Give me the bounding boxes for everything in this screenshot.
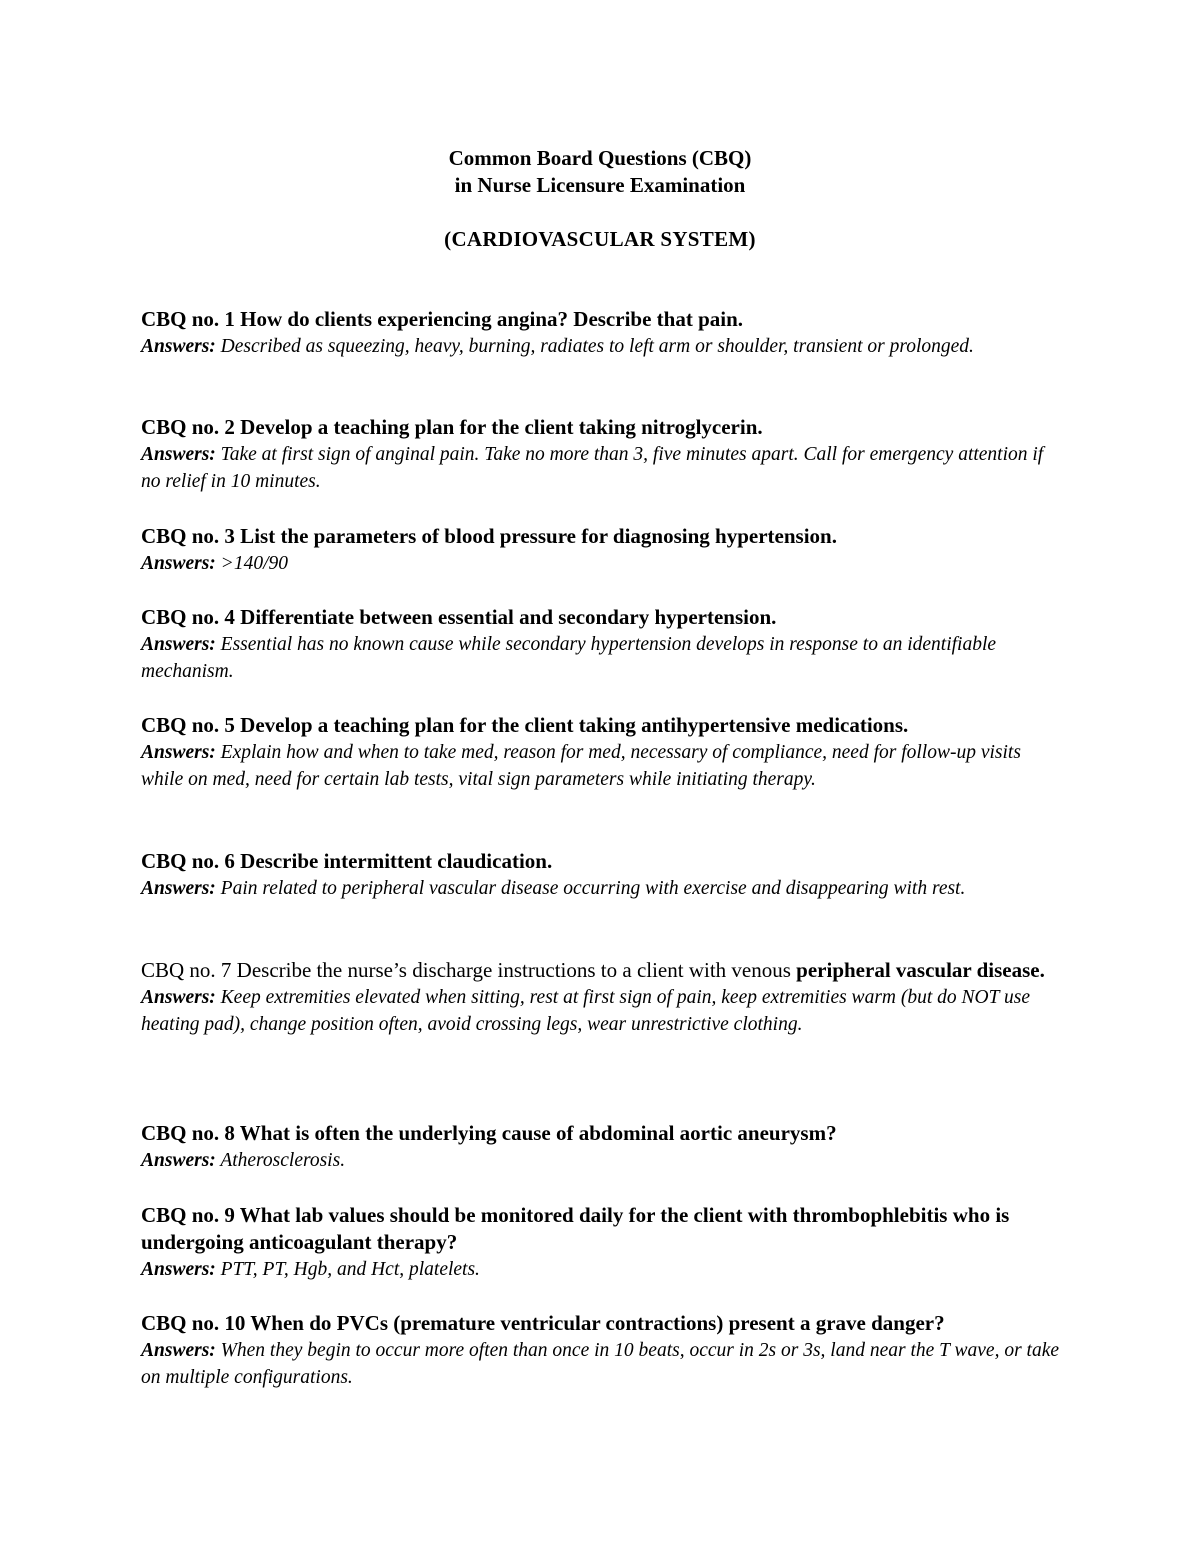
title-line-1: Common Board Questions (CBQ) (448, 146, 752, 170)
qa-item-2 (141, 414, 1061, 495)
answer-text: Pain related to peripheral vascular disease occurring with exercise and disappearing with rest. (220, 878, 966, 899)
answer-text: Essential has no known cause while secondary hypertension develops in response to an identifiable mechanism. (141, 634, 997, 682)
question-10: CBQ no. 10 When do PVCs (premature ventricular contractions) present a grave danger? (141, 1311, 945, 1335)
question-5: CBQ no. 5 Develop a teaching plan for the client taking antihypertensive medications. (141, 713, 909, 737)
question-6: CBQ no. 6 Describe intermittent claudication. (141, 849, 553, 873)
question-1: CBQ no. 1 How do clients experiencing angina? Describe that pain. (141, 307, 744, 331)
answer-text: Keep extremities elevated when sitting, rest at first sign of pain, keep extremities warm (but do NOT use heating pad), change position often, avoid crossing legs, wear unrestrictive clothing. (141, 987, 1030, 1035)
qa-item-8 (141, 1120, 1061, 1174)
qa-item-3 (141, 523, 1061, 577)
answer-9 (141, 1256, 1061, 1283)
answer-3 (141, 550, 1061, 577)
question-7 (141, 957, 1061, 984)
document-title (0, 145, 1200, 199)
answer-label: Answers: (141, 1259, 216, 1280)
qa-item-9 (141, 1202, 1061, 1283)
answer-4 (141, 631, 1061, 685)
answer-label: Answers: (141, 987, 216, 1008)
qa-item-4 (141, 604, 1061, 685)
question-2: CBQ no. 2 Develop a teaching plan for the client taking nitroglycerin. (141, 415, 763, 439)
qa-item-1 (141, 306, 1061, 360)
question-3: CBQ no. 3 List the parameters of blood pressure for diagnosing hypertension. (141, 524, 837, 548)
question-7-part-normal: CBQ no. 7 Describe the nurse’s discharge instructions to a client with venous (141, 958, 797, 982)
answer-8 (141, 1147, 1061, 1174)
answer-label: Answers: (141, 1150, 216, 1171)
answer-6 (141, 875, 1061, 902)
answer-10 (141, 1337, 1061, 1391)
answer-7 (141, 984, 1061, 1038)
answer-text: Atherosclerosis. (220, 1150, 346, 1171)
answer-label: Answers: (141, 553, 216, 574)
qa-item-7 (141, 957, 1061, 1038)
title-line-2: in Nurse Licensure Examination (454, 173, 746, 197)
answer-text: >140/90 (220, 553, 288, 574)
qa-item-10 (141, 1310, 1061, 1391)
answer-1 (141, 333, 1061, 360)
answer-text: When they begin to occur more often than once in 10 beats, occur in 2s or 3s, land near the T wave, or take on multiple configurations. (141, 1340, 1060, 1388)
answer-text: Described as squeezing, heavy, burning, radiates to left arm or shoulder, transient or prolonged. (220, 336, 974, 357)
question-9: CBQ no. 9 What lab values should be monitored daily for the client with thrombophlebitis who is undergoing anticoagulant therapy? (141, 1203, 1010, 1254)
answer-label: Answers: (141, 1340, 216, 1361)
answer-2 (141, 441, 1061, 495)
question-7-part-bold: peripheral vascular disease. (796, 958, 1045, 982)
qa-item-5 (141, 712, 1061, 793)
document-subtitle: (CARDIOVASCULAR SYSTEM) (444, 227, 756, 251)
answer-text: Explain how and when to take med, reason for med, necessary of compliance, need for follow-up visits while on med, need for certain lab tests, vital sign parameters while initiating therapy. (141, 742, 1021, 790)
answer-label: Answers: (141, 742, 216, 763)
answer-label: Answers: (141, 444, 216, 465)
question-8: CBQ no. 8 What is often the underlying cause of abdominal aortic aneurysm? (141, 1121, 837, 1145)
answer-text: Take at first sign of anginal pain. Take no more than 3, five minutes apart. Call for emergency attention if no relief in 10 minutes. (141, 444, 1044, 492)
answer-label: Answers: (141, 634, 216, 655)
answer-label: Answers: (141, 336, 216, 357)
answer-label: Answers: (141, 878, 216, 899)
qa-item-6 (141, 848, 1061, 902)
answer-text: PTT, PT, Hgb, and Hct, platelets. (220, 1259, 480, 1280)
answer-5 (141, 739, 1061, 793)
question-4: CBQ no. 4 Differentiate between essential and secondary hypertension. (141, 605, 777, 629)
